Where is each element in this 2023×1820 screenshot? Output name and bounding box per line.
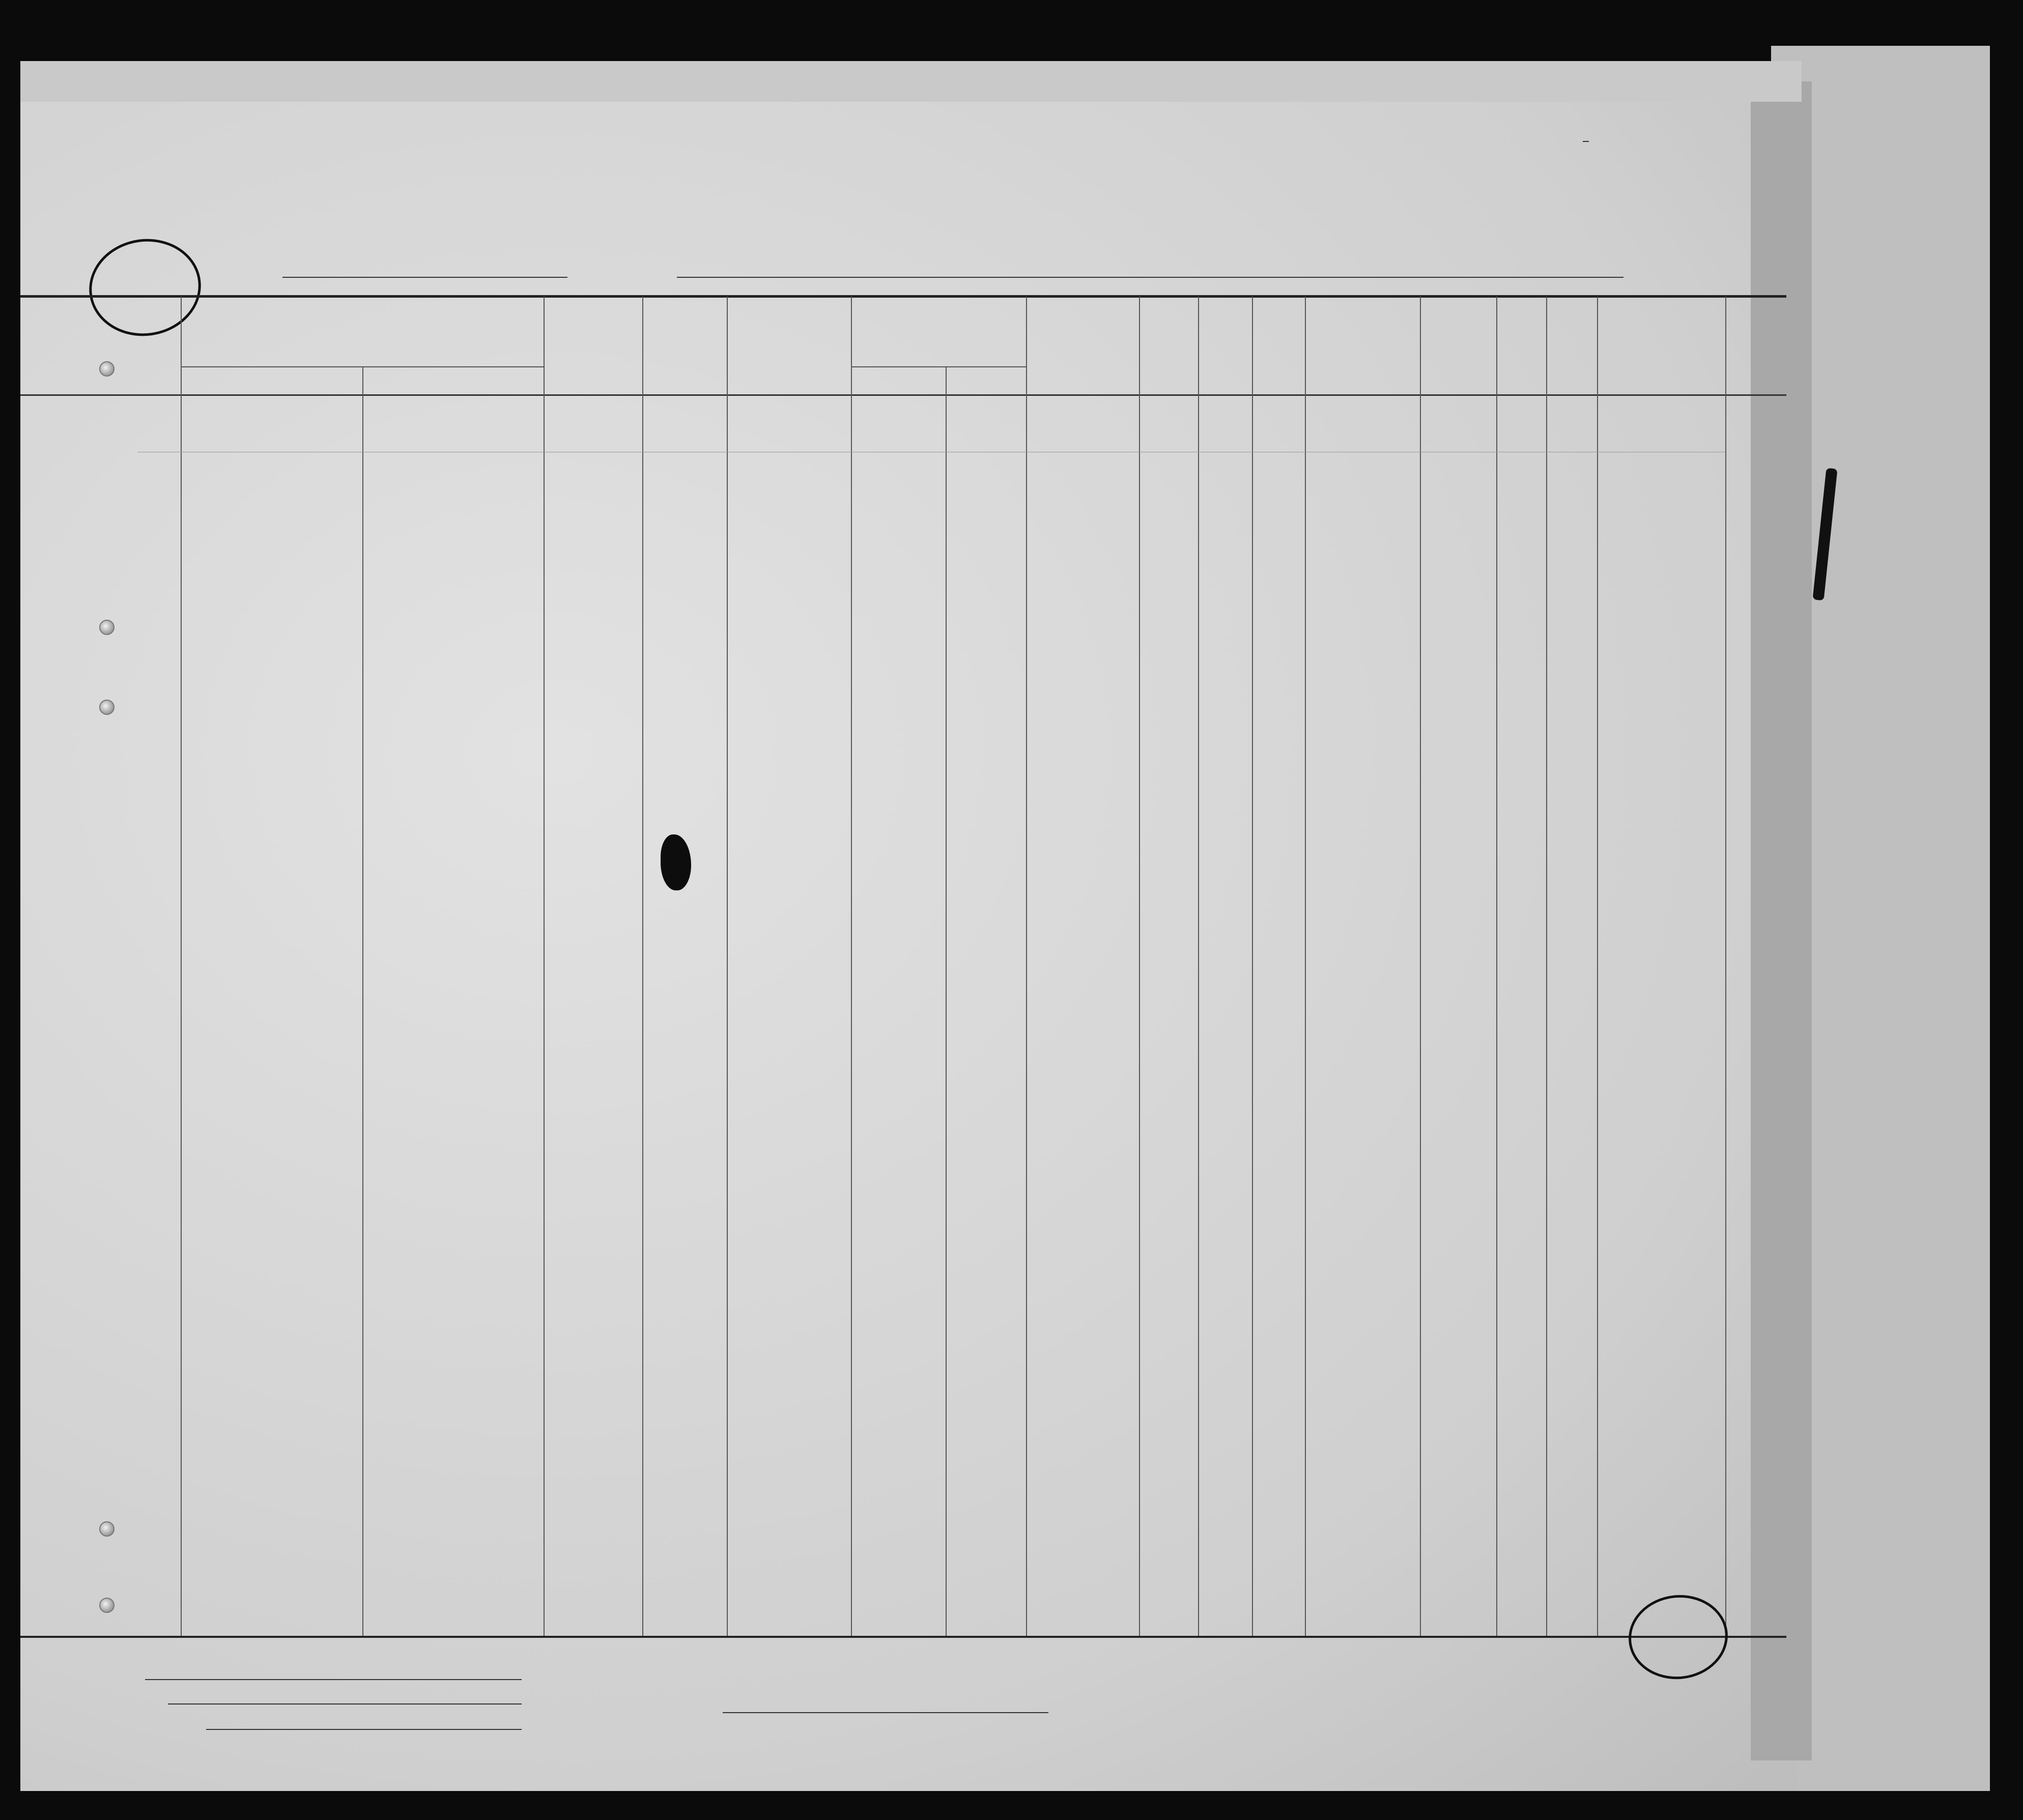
arrival-rule (677, 277, 1293, 278)
binder-hole (99, 1521, 115, 1537)
binder-hole (99, 700, 115, 715)
binder-hole (99, 620, 115, 635)
col-line (642, 297, 643, 1637)
footer-rule (145, 1679, 522, 1680)
col-line (181, 297, 182, 1637)
col-line (1305, 297, 1306, 1637)
col-line (544, 297, 545, 1637)
col-line (1546, 297, 1547, 1637)
binder-hole (99, 1598, 115, 1613)
from-rule (1277, 277, 1623, 278)
col-line (362, 366, 363, 1637)
footer-rule (206, 1729, 522, 1730)
name-subhead-rule (181, 366, 544, 367)
shipped-subhead-rule (851, 366, 1026, 367)
table-top-rule (20, 295, 1786, 298)
col-line (1420, 297, 1421, 1637)
col-line (1725, 297, 1726, 1637)
table-header-rule (20, 394, 1786, 396)
footer-rule (168, 1703, 522, 1705)
page-edge-shadow (1751, 81, 1812, 1760)
col-line (1026, 297, 1027, 1637)
col-line (851, 297, 852, 1637)
col-line (1597, 297, 1598, 1637)
col-line (946, 366, 947, 1637)
col-line (727, 297, 728, 1637)
col-line (1139, 297, 1140, 1637)
manifest-sheet (20, 61, 1797, 1791)
col-line (1198, 297, 1199, 1637)
col-line (1252, 297, 1253, 1637)
table-bottom-rule (20, 1636, 1786, 1638)
binder-hole (99, 361, 115, 377)
signature-rule (723, 1712, 1048, 1713)
col-line (1496, 297, 1497, 1637)
sheet-value (1583, 128, 1589, 142)
top-strip (20, 61, 1802, 102)
vessel-rule (282, 277, 567, 278)
sheet-number (1583, 127, 1589, 141)
